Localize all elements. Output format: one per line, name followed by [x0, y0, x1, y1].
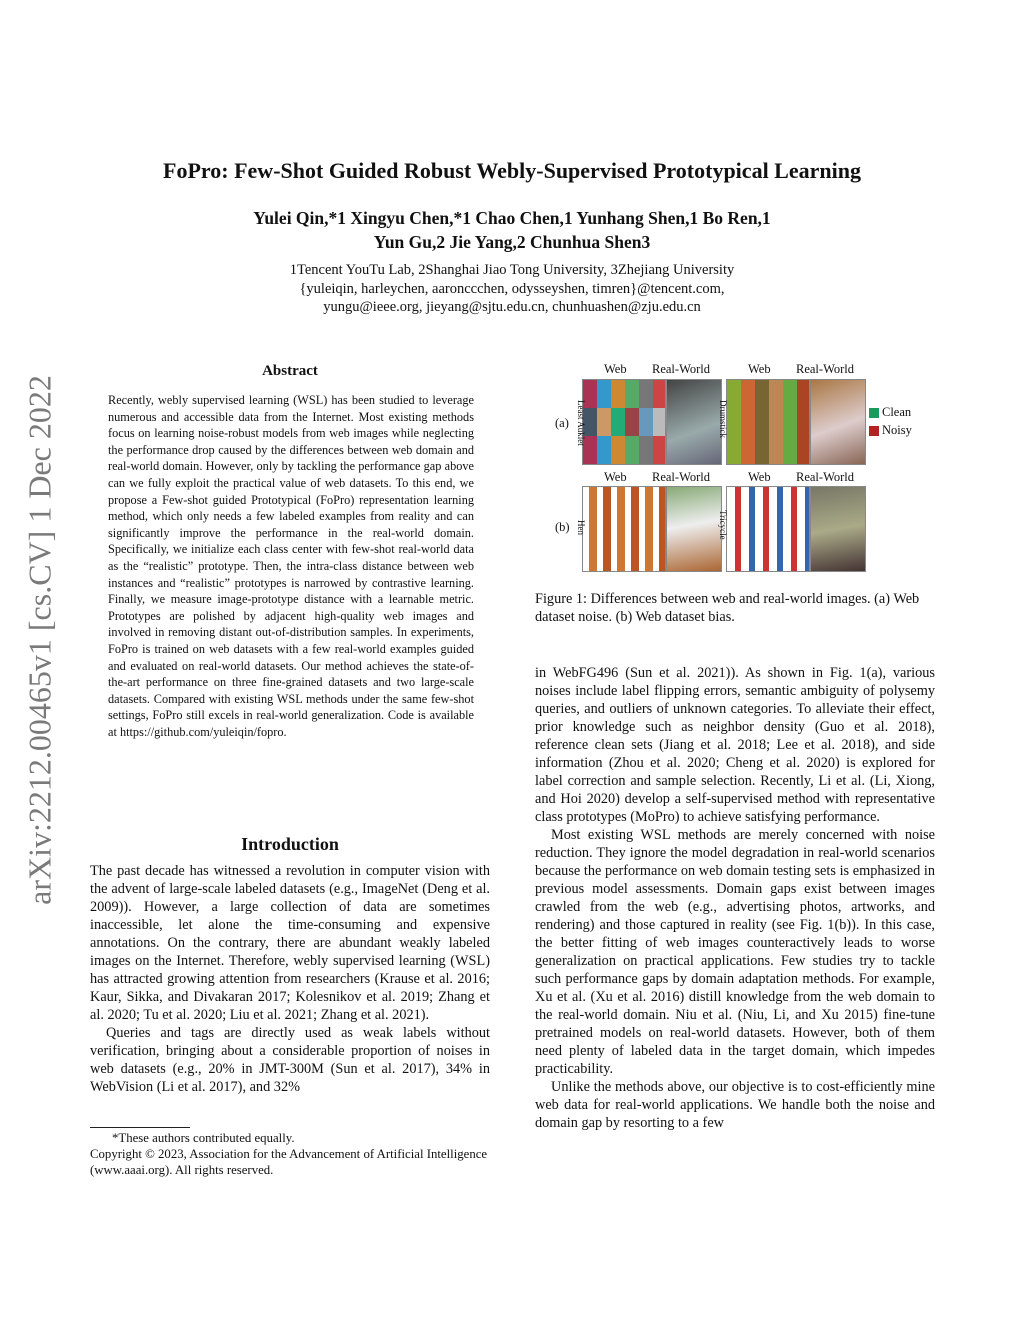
col-label-real-a2: Real-World [796, 362, 855, 376]
intro-paragraph-2: Queries and tags are directly used as weak labels without verification, bringing about a considerable proportion of noises in web datasets (e.g., 20% in JMT-300M (Sun et al. 2017), 34% in WebVision (Li et al. 2017), and 32% [90, 1025, 490, 1095]
footnote-equal-contribution: *These authors contributed equally. [112, 1131, 295, 1145]
figure-1 [552, 360, 932, 576]
panel-tricycle-web [726, 486, 810, 572]
right-column-body [535, 664, 935, 1132]
abstract-text: Recently, webly supervised learning (WSL) has been studied to leverage numerous and accessible data from the Internet. Most existing methods focus on learning noise-robust models from web images while neglecting the performance drop caused by the differences between web domain and real-world domain. However, only by tackling the performance gap above can we fully exploit the practical value of web datasets. To this end, we propose a Few-shot guided Prototypical (FoPro) representation learning method, which only needs a few labeled examples from reality and can significantly improve the performance in the real-world domain. Specifically, we initialize each class center with few-shot real-world data as the “realistic” prototype. Then, the intra-class distance between web instances and “realistic” prototypes is narrowed by contrastive learning. Finally, we measure image-prototype distance with a learnable metric. Prototypes are polished by adjacent high-quality web images and involved in removing distant out-of-distribution samples. In experiments, FoPro is trained on web datasets with a few real-world examples guided and evaluated on real-world datasets. Our method achieves the state-of-the-art performance on three fine-grained datasets and two large-scale datasets. Compared with existing WSL methods under the same few-shot settings, FoPro still excels in real-world generalization. Code is available at https://github.com/yuleiqin/fopro. [108, 393, 474, 739]
col-label-web-b2: Web [748, 470, 771, 484]
affiliation-line-3: yungu@ieee.org, jieyang@sjtu.edu.cn, chunhuashen@zju.edu.cn [323, 299, 701, 315]
legend-clean-swatch [869, 408, 879, 418]
panel-hen-real [666, 486, 722, 572]
copyright-notice: Copyright © 2023, Association for the Advancement of Artificial Intelligence (www.aaai.org). All rights reserved. [90, 1147, 488, 1177]
legend-noisy-label: Noisy [882, 423, 912, 437]
panel-hen-web [582, 486, 666, 572]
authors-line-1: Yulei Qin,*1 Xingyu Chen,*1 Chao Chen,1 Yunhang Shen,1 Bo Ren,1 [253, 208, 771, 228]
introduction-heading: Introduction [241, 834, 339, 854]
footnote-rule [90, 1127, 190, 1128]
col-label-web-a2: Web [748, 362, 771, 376]
panel-tricycle-real [810, 486, 866, 572]
col-label-real-b2: Real-World [796, 470, 855, 484]
intro-paragraph-1: The past decade has witnessed a revolution in computer vision with the advent of large-scale labeled datasets (e.g., ImageNet (Deng et al. 2009)). However, a large collection of data are sometimes inaccessible, let alone the time-consuming and expensive annotations. On the contrary, there are abundant weakly labeled images on the Internet. Therefore, webly supervised learning (WSL) has attracted growing attention from researchers (Krause et al. 2016; Kaur, Sikka, and Divakaran 2017; Kolesnikov et al. 2019; Zhang et al. 2020; Tu et al. 2020; Liu et al. 2021; Zhang et al. 2021). [90, 863, 490, 1023]
abstract-heading: Abstract [262, 363, 318, 379]
col-label-web-a1: Web [604, 362, 627, 376]
affiliation-line-1: 1Tencent YouTu Lab, 2Shanghai Jiao Tong University, 3Zhejiang University [289, 262, 735, 278]
col-label-real-a1: Real-World [652, 362, 711, 376]
class-label-auklet: Least Auklet [576, 400, 586, 446]
panel-auklet-web [582, 379, 666, 465]
authors-line-2: Yun Gu,2 Jie Yang,2 Chunhua Shen3 [373, 232, 651, 252]
panel-auklet-real [666, 379, 722, 465]
col-label-web-b1: Web [604, 470, 627, 484]
class-label-drumstick: Drumstick [718, 400, 728, 438]
arxiv-identifier: arXiv:2212.00465v1 [cs.CV] 1 Dec 2022 [21, 375, 58, 905]
col-label-real-b1: Real-World [652, 470, 711, 484]
row-label-b: (b) [555, 520, 570, 534]
affiliation-line-2: {yuleiqin, harleychen, aaronccchen, odysseyshen, timren}@tencent.com, [299, 281, 725, 297]
right-paragraph-2: Most existing WSL methods are merely concerned with noise reduction. They ignore the model degradation in real-world scenarios because the performance on web domain testing sets is emphasized in previous model assessments. Domain gaps exist between images crawled from the web (e.g., advertising photos, artworks, and rendering) and those captured in reality (see Fig. 1(b)). In this case, the better fitting of web images counteractively leads to worse generalization on practical applications. Few studies try to tackle such performance gaps by domain adaptation methods. For example, Xu et al. (Xu et al. 2016) distill knowledge from the web domain to the real-world domain. Niu et al. (Niu, Li, and Xu 2015) fine-tune pretrained models on real-world datasets. However, both of them need plenty of labeled data in the target domain, which impedes practicability. [535, 827, 935, 1077]
legend-noisy-swatch [869, 426, 879, 436]
paper-title: FoPro: Few-Shot Guided Robust Webly-Supervised Prototypical Learning [163, 158, 861, 183]
class-label-hen: Hen [576, 520, 586, 535]
panel-drumstick-real [810, 379, 866, 465]
left-column-body [90, 862, 490, 1096]
right-paragraph-1: in WebFG496 (Sun et al. 2021)). As shown in Fig. 1(a), various noises include label flipping errors, semantic ambiguity of polysemy queries, and outliers of unknown categories. To alleviate their effect, prior knowledge such as neighbor density (Guo et al. 2018), reference clean sets (Jiang et al. 2018; Lee et al. 2018), and side information (Zhou et al. 2020; Cheng et al. 2020) is explored for label correction and sample selection. Recently, Li et al. (Li, Xiong, and Hoi 2020) develop a self-supervised method with representative class prototypes (MoPro) to achieve satisfying performance. [535, 665, 935, 825]
legend-clean-label: Clean [882, 405, 912, 419]
row-label-a: (a) [555, 416, 569, 430]
class-label-tricycle: Tricycle [718, 510, 728, 540]
right-paragraph-3: Unlike the methods above, our objective is to cost-efficiently mine web data for real-world applications. We handle both the noise and domain gap by resorting to a few [535, 1079, 935, 1131]
panel-drumstick-web [726, 379, 810, 465]
figure-1-caption: Figure 1: Differences between web and real-world images. (a) Web dataset noise. (b) Web dataset bias. [535, 591, 920, 625]
